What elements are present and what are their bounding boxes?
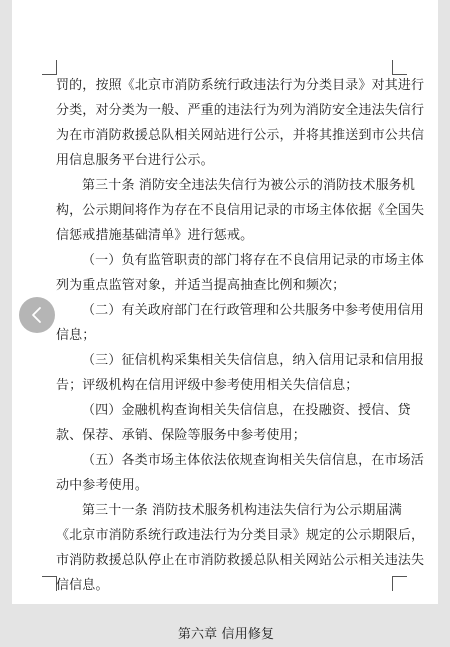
text-line: 构，公示期间将作为存在不良信用记录的市场主体依据《全国失 [56, 203, 425, 218]
text-line: 告；评级机构在信用评级中参考使用相关失信信息； [56, 378, 359, 393]
text-line: 信息； [56, 328, 96, 343]
chapter-heading: 第六章 信用修复 [177, 627, 275, 642]
text-line: 《北京市消防系统行政违法行为分类目录》规定的公示期限后， [56, 528, 425, 543]
text-line: 为在市消防救援总队相关网站进行公示，并将其推送到市公共信 [56, 128, 425, 143]
text-line: （二）有关政府部门在行政管理和公共服务中参考使用信用 [82, 303, 424, 318]
crop-mark-bottom-left [42, 576, 57, 591]
text-line: 罚的，按照《北京市消防系统行政违法行为分类目录》对其进行 [56, 78, 425, 93]
document-page [12, 0, 438, 642]
text-line: （五）各类市场主体依法依规查询相关失信信息，在市场活 [82, 453, 424, 468]
text-line: 列为重点监管对象，并适当提高抽查比例和频次； [56, 278, 346, 293]
text-line: 第三十条 消防安全违法失信行为被公示的消防技术服务机 [82, 178, 416, 193]
crop-mark-top-left [42, 60, 57, 75]
text-line: （三）征信机构采集相关失信信息，纳入信用记录和信用报 [82, 353, 424, 368]
previous-page-button[interactable] [19, 297, 55, 333]
text-line: 第三十一条 消防技术服务机构违法失信行为公示期届满 [82, 503, 402, 518]
text-line: 信信息。 [56, 578, 109, 593]
text-line: （一）负有监管职责的部门将存在不良信用记录的市场主体 [82, 253, 424, 268]
text-line: （四）金融机构查询相关失信信息，在投融资、授信、贷 [82, 403, 411, 418]
text-line: 分类，对分类为一般、严重的违法行为列为消防安全违法失信行 [56, 103, 425, 118]
text-line: 用信息服务平台进行公示。 [56, 153, 214, 168]
chevron-left-icon [30, 306, 44, 324]
document-body [56, 73, 425, 647]
text-line: 款、保荐、承销、保险等服务中参考使用； [56, 428, 306, 443]
text-lines [56, 73, 425, 598]
text-line: 信惩戒措施基础清单》进行惩戒。 [56, 228, 254, 243]
text-line: 动中参考使用。 [56, 478, 149, 493]
text-line: 市消防救援总队停止在市消防救援总队相关网站公示相关违法失 [56, 553, 425, 568]
